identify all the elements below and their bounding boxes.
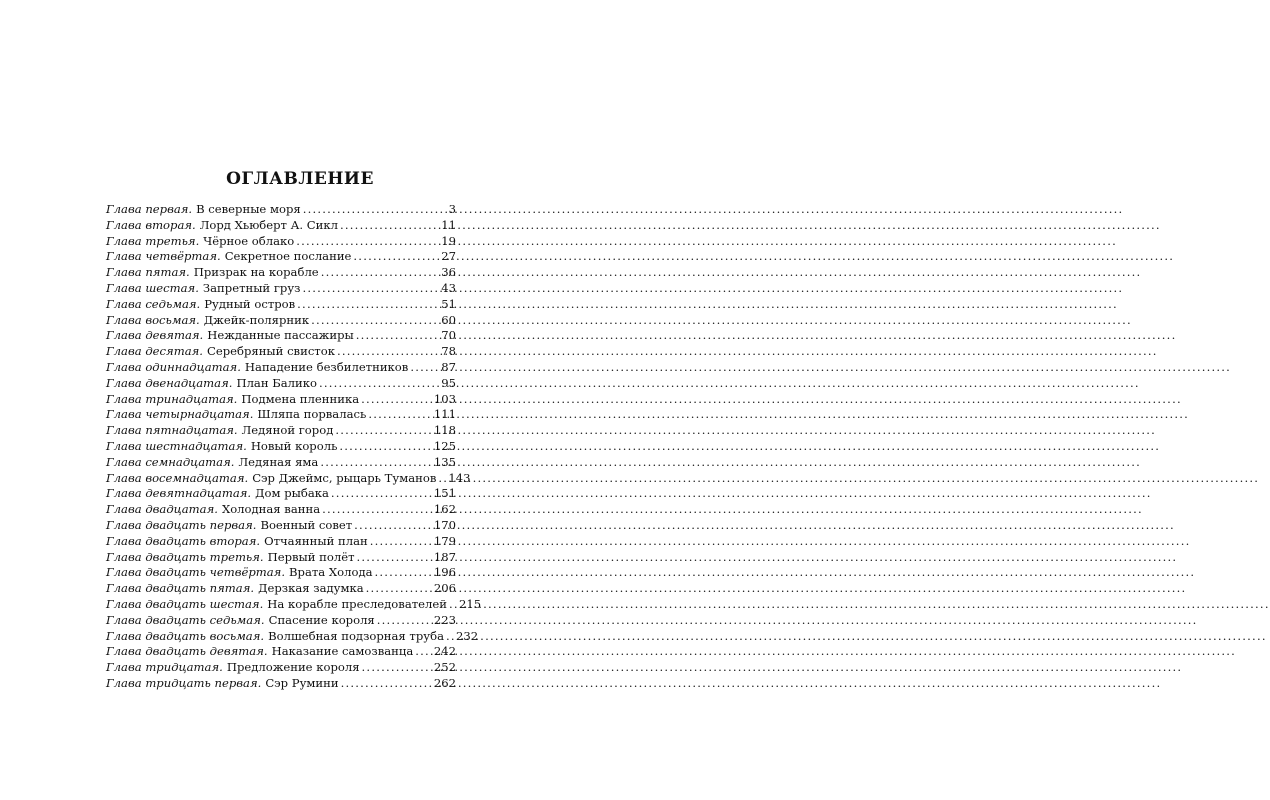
toc-entry (106, 202, 456, 218)
chapter-number: Глава двадцать четвёртая. (106, 565, 286, 580)
chapter-title: В северные моря (196, 202, 301, 216)
dot-leader (319, 265, 442, 281)
page-number: 60 (441, 312, 456, 327)
page-number: 232 (455, 628, 479, 643)
page-number: 103 (433, 391, 456, 406)
chapter-title: Сэр Джеймс, рыцарь Туманов (252, 470, 437, 485)
dot-leader (329, 486, 434, 502)
chapter-number: Глава девятнадцатая. (106, 486, 252, 501)
page-number: 187 (433, 549, 456, 564)
toc-entry (106, 313, 456, 329)
chapter-title: Секретное послание (224, 249, 352, 264)
dot-leader (360, 660, 434, 676)
dot-leader (335, 344, 441, 360)
chapter-number: Глава третья. (106, 233, 200, 248)
dot-leader (309, 313, 441, 329)
toc-entry (106, 581, 456, 597)
chapter-number: Глава девятая. (106, 328, 204, 343)
chapter-number: Глава двадцать седьмая. (106, 612, 265, 627)
toc-entry (106, 376, 456, 392)
chapter-title: Спасение короля (268, 612, 375, 627)
chapter-title: Джейк-полярник (203, 312, 310, 327)
chapter-number: Глава пятая. (106, 265, 190, 280)
dot-leader (444, 629, 456, 645)
chapter-number: Глава тринадцатая. (106, 391, 238, 406)
chapter-title: Ледяной город (241, 423, 334, 438)
toc-entry (106, 628, 479, 645)
dot-leader (301, 281, 442, 297)
dot-leader (373, 565, 434, 581)
document-page (0, 0, 600, 800)
chapter-title: Серебряный свисток (206, 344, 335, 359)
page-number: 19 (441, 233, 456, 248)
chapter-title: Рудный остров (204, 296, 296, 311)
dot-leader (337, 439, 433, 455)
page-number: 27 (441, 249, 456, 264)
toc-entry (106, 565, 456, 581)
page-number: 170 (433, 517, 456, 532)
page-number: 252 (433, 660, 456, 675)
dot-leader (408, 360, 441, 376)
dot-leader (320, 502, 434, 518)
toc-entry (106, 423, 456, 439)
chapter-number: Глава тридцатая. (106, 660, 223, 675)
chapter-title: Ледяная яма (238, 454, 319, 469)
chapter-number: Глава двадцать первая. (106, 517, 257, 532)
toc-entry (106, 281, 456, 297)
toc-entry (106, 534, 456, 550)
toc-entry (106, 218, 456, 234)
chapter-title: Нежданные пассажиры (207, 328, 354, 343)
toc-entry (106, 470, 471, 487)
toc-entry (106, 644, 456, 660)
chapter-title: План Балико (236, 375, 318, 390)
page-number: 223 (433, 612, 456, 627)
chapter-number: Глава десятая. (106, 344, 203, 359)
dot-leader (352, 518, 434, 534)
dot-leader (317, 376, 441, 392)
dot-leader (366, 407, 434, 423)
toc-entry (106, 392, 456, 408)
chapter-number: Глава восемнадцатая. (106, 470, 249, 485)
page-number: 36 (441, 265, 456, 280)
dot-leader (339, 676, 434, 692)
page-number: 125 (433, 438, 456, 453)
chapter-number: Глава восьмая. (106, 312, 200, 327)
dot-leader (338, 218, 441, 234)
page-number: 196 (433, 565, 456, 580)
toc-entry (106, 518, 456, 534)
toc-entry (106, 407, 456, 423)
dot-leader (436, 471, 448, 487)
chapter-title: Дом рыбака (255, 486, 329, 501)
toc-entry (106, 328, 456, 344)
toc-entry (106, 486, 456, 502)
page-number: 206 (433, 581, 456, 596)
chapter-number: Глава двадцать девятая. (106, 644, 268, 659)
toc-entry (106, 234, 456, 250)
page-number: 70 (441, 328, 456, 343)
toc-heading: ОГЛАВЛЕНИЕ (226, 169, 374, 189)
chapter-number: Глава семнадцатая. (106, 454, 235, 469)
page-number: 143 (448, 470, 471, 485)
page-number: 215 (458, 596, 482, 611)
page-number: 11 (441, 217, 456, 232)
dot-leader (368, 534, 434, 550)
chapter-number: Глава четвёртая. (106, 249, 221, 264)
dot-leader (355, 550, 434, 566)
page-number: 95 (441, 375, 456, 390)
chapter-number: Глава тридцать первая. (106, 675, 262, 690)
chapter-title: Призрак на корабле (193, 265, 319, 280)
chapter-number: Глава двадцать восьмая. (106, 628, 265, 643)
toc-entry (106, 439, 456, 455)
dot-leader (413, 644, 434, 660)
page-number: 78 (441, 344, 456, 359)
page-number: 242 (433, 644, 456, 659)
dot-leader (447, 597, 459, 613)
chapter-title: Нападение безбилетников (244, 359, 409, 374)
chapter-number: Глава четырнадцатая. (106, 407, 254, 422)
toc-entry (106, 455, 456, 471)
page-number: 3 (448, 202, 456, 216)
chapter-number: Глава двадцать пятая. (106, 581, 255, 596)
chapter-number: Глава двадцать вторая. (106, 533, 261, 548)
chapter-number: Глава двадцать шестая. (106, 596, 264, 611)
dot-leader (295, 297, 441, 313)
toc-entry (106, 297, 456, 313)
chapter-title: На корабле преследователей (267, 596, 447, 611)
chapter-title: Врата Холода (289, 565, 373, 580)
chapter-number: Глава шестнадцатая. (106, 438, 247, 453)
dot-leader (354, 328, 442, 344)
toc-entry (106, 265, 456, 281)
dot-leader (364, 581, 434, 597)
chapter-title: Шляпа порвалась (257, 407, 367, 422)
toc-entry (106, 502, 456, 518)
chapter-number: Глава седьмая. (106, 296, 201, 311)
dot-leader (318, 455, 434, 471)
chapter-title: Сэр Румини (265, 675, 339, 690)
chapter-title: Отчаянный план (264, 533, 368, 548)
page-number: 162 (433, 502, 456, 517)
chapter-number: Глава двадцатая. (106, 502, 218, 517)
chapter-title: Волшебная подзорная труба (268, 628, 444, 643)
chapter-title: Военный совет (260, 517, 353, 532)
chapter-number: Глава двенадцатая. (106, 375, 233, 390)
dot-leader (359, 392, 434, 408)
toc-entry (106, 596, 482, 613)
chapter-title: Чёрное облако (203, 233, 295, 248)
chapter-number: Глава пятнадцатая. (106, 423, 238, 438)
chapter-number: Глава вторая. (106, 217, 196, 232)
toc-entry (106, 613, 456, 629)
chapter-title: Первый полёт (267, 549, 355, 564)
toc-entry (106, 344, 456, 360)
chapter-title: Холодная ванна (221, 502, 321, 517)
dot-leader (301, 202, 449, 218)
chapter-number: Глава первая. (106, 202, 193, 216)
toc-entry (106, 676, 456, 692)
chapter-number: Глава шестая. (106, 280, 199, 295)
chapter-number: Глава двадцать третья. (106, 549, 264, 564)
toc-entry (106, 660, 456, 676)
page-number: 118 (433, 423, 456, 438)
page-number: 151 (433, 486, 456, 501)
toc-entry (106, 360, 456, 376)
toc-entry (106, 550, 456, 566)
chapter-title: Лорд Хьюберт А. Сикл (199, 217, 339, 232)
page-number: 135 (433, 454, 456, 469)
page-number: 179 (433, 533, 456, 548)
chapter-title: Дерзкая задумка (258, 581, 364, 596)
page-number: 51 (441, 296, 456, 311)
chapter-title: Новый король (250, 438, 338, 453)
chapter-title: Наказание самозванца (271, 644, 414, 659)
chapter-number: Глава одиннадцатая. (106, 359, 241, 374)
toc-list (106, 202, 482, 692)
chapter-title: Подмена пленника (241, 391, 360, 406)
page-number: 87 (441, 359, 456, 374)
page-number: 111 (433, 407, 456, 422)
dot-leader (333, 423, 434, 439)
page-number: 262 (433, 675, 456, 690)
page-number: 43 (441, 280, 456, 295)
dot-leader (351, 249, 441, 265)
chapter-title: Запретный груз (202, 280, 301, 295)
chapter-title: Предложение короля (226, 660, 360, 675)
dot-leader (375, 613, 434, 629)
dot-leader (294, 234, 441, 250)
toc-entry (106, 249, 456, 265)
